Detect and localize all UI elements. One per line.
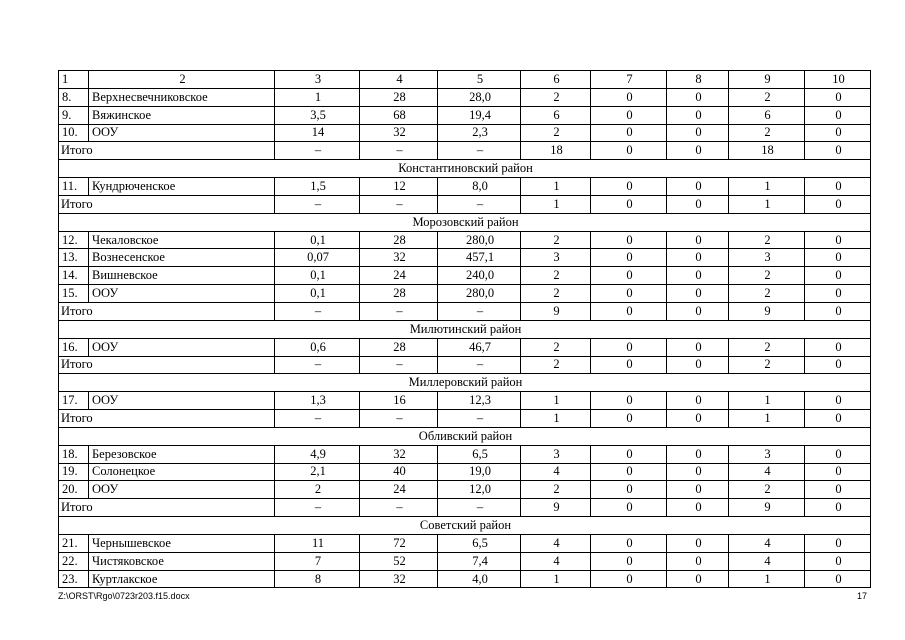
table-row bbox=[59, 231, 871, 249]
footer-file-path: Z:\ORST\Rgo\0723r203.f15.docx bbox=[58, 591, 190, 601]
row-value: 1 bbox=[521, 178, 591, 196]
region-heading: Морозовский район bbox=[59, 213, 871, 231]
row-number: 15. bbox=[59, 285, 89, 303]
row-value: 28 bbox=[360, 88, 438, 106]
row-value: 4 bbox=[729, 463, 805, 481]
row-value: 2 bbox=[521, 285, 591, 303]
row-name: Вишневское bbox=[89, 267, 275, 285]
total-value: 1 bbox=[521, 195, 591, 213]
row-value: 6,5 bbox=[438, 534, 521, 552]
total-value: – bbox=[360, 499, 438, 517]
row-value: 0 bbox=[667, 267, 729, 285]
row-value: 2 bbox=[521, 481, 591, 499]
row-value: 1 bbox=[521, 570, 591, 588]
total-value: 0 bbox=[805, 142, 871, 160]
region-heading: Милютинский район bbox=[59, 320, 871, 338]
total-value: 9 bbox=[521, 499, 591, 517]
row-number: 13. bbox=[59, 249, 89, 267]
table-body bbox=[59, 71, 871, 588]
row-value: 2 bbox=[729, 338, 805, 356]
header-cell: 3 bbox=[275, 71, 360, 89]
row-value: 0 bbox=[591, 178, 667, 196]
region-row bbox=[59, 160, 871, 178]
row-value: 2,1 bbox=[275, 463, 360, 481]
row-value: 3 bbox=[729, 249, 805, 267]
row-value: 2 bbox=[729, 231, 805, 249]
table-row bbox=[59, 88, 871, 106]
header-cell: 8 bbox=[667, 71, 729, 89]
row-number: 21. bbox=[59, 534, 89, 552]
total-value: 0 bbox=[591, 142, 667, 160]
total-row bbox=[59, 410, 871, 428]
total-value: 9 bbox=[521, 302, 591, 320]
row-value: 2 bbox=[729, 88, 805, 106]
row-value: 0 bbox=[667, 231, 729, 249]
total-label: Итого bbox=[59, 142, 275, 160]
total-value: 2 bbox=[521, 356, 591, 374]
total-value: 2 bbox=[729, 356, 805, 374]
row-value: 32 bbox=[360, 445, 438, 463]
row-value: 2 bbox=[521, 231, 591, 249]
row-value: 0 bbox=[667, 463, 729, 481]
total-value: 18 bbox=[729, 142, 805, 160]
table-row bbox=[59, 124, 871, 142]
row-value: 0 bbox=[805, 106, 871, 124]
row-value: 0 bbox=[591, 231, 667, 249]
table-row bbox=[59, 392, 871, 410]
row-value: 14 bbox=[275, 124, 360, 142]
row-value: 0 bbox=[591, 534, 667, 552]
row-value: 8,0 bbox=[438, 178, 521, 196]
row-name: ООУ bbox=[89, 124, 275, 142]
total-value: 0 bbox=[591, 356, 667, 374]
row-value: 0 bbox=[591, 481, 667, 499]
row-name: Чистяковское bbox=[89, 552, 275, 570]
row-value: 0 bbox=[591, 392, 667, 410]
table-row bbox=[59, 106, 871, 124]
total-value: 0 bbox=[805, 356, 871, 374]
row-value: 0 bbox=[667, 178, 729, 196]
total-value: – bbox=[275, 195, 360, 213]
row-number: 8. bbox=[59, 88, 89, 106]
row-value: 24 bbox=[360, 481, 438, 499]
row-value: 6 bbox=[521, 106, 591, 124]
row-number: 10. bbox=[59, 124, 89, 142]
row-value: 0 bbox=[591, 570, 667, 588]
row-name: Вознесенское bbox=[89, 249, 275, 267]
region-heading: Советский район bbox=[59, 517, 871, 535]
row-value: 28 bbox=[360, 231, 438, 249]
row-value: 12 bbox=[360, 178, 438, 196]
row-value: 0 bbox=[591, 88, 667, 106]
row-value: 0,6 bbox=[275, 338, 360, 356]
row-value: 2 bbox=[729, 267, 805, 285]
row-value: 28 bbox=[360, 338, 438, 356]
row-value: 0 bbox=[805, 285, 871, 303]
row-value: 0 bbox=[805, 267, 871, 285]
row-value: 0 bbox=[591, 106, 667, 124]
total-row bbox=[59, 356, 871, 374]
row-value: 0 bbox=[667, 570, 729, 588]
header-cell: 6 bbox=[521, 71, 591, 89]
region-row bbox=[59, 517, 871, 535]
table-row bbox=[59, 463, 871, 481]
row-value: 7 bbox=[275, 552, 360, 570]
header-cell: 1 bbox=[59, 71, 89, 89]
row-value: 0 bbox=[667, 106, 729, 124]
total-value: 0 bbox=[667, 302, 729, 320]
row-value: 2 bbox=[521, 267, 591, 285]
row-value: 19,0 bbox=[438, 463, 521, 481]
total-label: Итого bbox=[59, 195, 275, 213]
row-name: ООУ bbox=[89, 338, 275, 356]
row-value: 32 bbox=[360, 124, 438, 142]
row-number: 19. bbox=[59, 463, 89, 481]
row-value: 0 bbox=[667, 445, 729, 463]
row-value: 0 bbox=[591, 463, 667, 481]
total-row bbox=[59, 499, 871, 517]
row-name: Вяжинское bbox=[89, 106, 275, 124]
table-row bbox=[59, 534, 871, 552]
row-name: Куртлакское bbox=[89, 570, 275, 588]
row-value: 68 bbox=[360, 106, 438, 124]
row-value: 0 bbox=[805, 570, 871, 588]
header-cell: 5 bbox=[438, 71, 521, 89]
data-table bbox=[58, 70, 871, 588]
total-row bbox=[59, 195, 871, 213]
row-value: 12,3 bbox=[438, 392, 521, 410]
row-value: 72 bbox=[360, 534, 438, 552]
total-value: 1 bbox=[521, 410, 591, 428]
row-value: 0 bbox=[805, 392, 871, 410]
row-value: 40 bbox=[360, 463, 438, 481]
row-name: ООУ bbox=[89, 285, 275, 303]
total-value: – bbox=[438, 356, 521, 374]
row-value: 6 bbox=[729, 106, 805, 124]
row-value: 0 bbox=[805, 178, 871, 196]
row-name: ООУ bbox=[89, 481, 275, 499]
table-row bbox=[59, 267, 871, 285]
total-label: Итого bbox=[59, 302, 275, 320]
region-row bbox=[59, 213, 871, 231]
row-number: 22. bbox=[59, 552, 89, 570]
row-value: 12,0 bbox=[438, 481, 521, 499]
total-value: – bbox=[360, 356, 438, 374]
total-value: 0 bbox=[591, 302, 667, 320]
total-value: – bbox=[438, 195, 521, 213]
row-value: 0 bbox=[591, 445, 667, 463]
row-value: 1 bbox=[729, 570, 805, 588]
total-value: 0 bbox=[667, 356, 729, 374]
row-value: 28 bbox=[360, 285, 438, 303]
row-name: Чернышевское bbox=[89, 534, 275, 552]
row-value: 0 bbox=[667, 88, 729, 106]
row-value: 24 bbox=[360, 267, 438, 285]
row-value: 0 bbox=[591, 249, 667, 267]
region-row bbox=[59, 427, 871, 445]
row-number: 16. bbox=[59, 338, 89, 356]
row-value: 2 bbox=[729, 285, 805, 303]
total-value: 18 bbox=[521, 142, 591, 160]
row-value: 3 bbox=[521, 445, 591, 463]
row-value: 52 bbox=[360, 552, 438, 570]
total-value: – bbox=[275, 499, 360, 517]
row-value: 0 bbox=[667, 552, 729, 570]
row-value: 240,0 bbox=[438, 267, 521, 285]
total-value: 9 bbox=[729, 499, 805, 517]
total-value: – bbox=[438, 499, 521, 517]
table-row bbox=[59, 445, 871, 463]
header-row bbox=[59, 71, 871, 89]
row-value: 280,0 bbox=[438, 231, 521, 249]
row-value: 0 bbox=[667, 285, 729, 303]
row-name: Чекаловское bbox=[89, 231, 275, 249]
row-value: 4 bbox=[521, 463, 591, 481]
header-cell: 4 bbox=[360, 71, 438, 89]
row-value: 0 bbox=[667, 338, 729, 356]
row-value: 457,1 bbox=[438, 249, 521, 267]
row-value: 2 bbox=[275, 481, 360, 499]
row-value: 3 bbox=[521, 249, 591, 267]
row-value: 0,1 bbox=[275, 267, 360, 285]
header-cell: 7 bbox=[591, 71, 667, 89]
row-value: 1 bbox=[275, 88, 360, 106]
row-name: Солонецкое bbox=[89, 463, 275, 481]
total-value: 1 bbox=[729, 410, 805, 428]
total-value: 0 bbox=[805, 499, 871, 517]
row-value: 32 bbox=[360, 249, 438, 267]
row-value: 4 bbox=[729, 552, 805, 570]
row-name: Березовское bbox=[89, 445, 275, 463]
row-value: 28,0 bbox=[438, 88, 521, 106]
total-value: – bbox=[360, 410, 438, 428]
row-value: 0 bbox=[667, 392, 729, 410]
row-value: 0 bbox=[591, 267, 667, 285]
total-value: – bbox=[438, 302, 521, 320]
row-value: 0 bbox=[667, 124, 729, 142]
total-value: – bbox=[275, 356, 360, 374]
total-value: 0 bbox=[805, 410, 871, 428]
row-value: 4 bbox=[729, 534, 805, 552]
row-value: 0 bbox=[805, 124, 871, 142]
row-value: 0 bbox=[591, 285, 667, 303]
total-value: – bbox=[438, 410, 521, 428]
row-value: 3 bbox=[729, 445, 805, 463]
total-value: 0 bbox=[591, 410, 667, 428]
total-value: – bbox=[360, 302, 438, 320]
row-value: 2 bbox=[521, 338, 591, 356]
total-value: – bbox=[275, 302, 360, 320]
row-value: 3,5 bbox=[275, 106, 360, 124]
row-value: 0 bbox=[667, 481, 729, 499]
row-value: 0 bbox=[805, 249, 871, 267]
header-cell: 9 bbox=[729, 71, 805, 89]
total-row bbox=[59, 142, 871, 160]
table-row bbox=[59, 285, 871, 303]
row-value: 0 bbox=[805, 88, 871, 106]
total-value: 0 bbox=[667, 499, 729, 517]
table-row bbox=[59, 178, 871, 196]
row-number: 14. bbox=[59, 267, 89, 285]
row-number: 20. bbox=[59, 481, 89, 499]
row-number: 11. bbox=[59, 178, 89, 196]
total-value: 0 bbox=[667, 410, 729, 428]
row-value: 0,1 bbox=[275, 285, 360, 303]
total-label: Итого bbox=[59, 499, 275, 517]
row-value: 11 bbox=[275, 534, 360, 552]
row-number: 12. bbox=[59, 231, 89, 249]
row-value: 0,07 bbox=[275, 249, 360, 267]
total-value: 0 bbox=[591, 499, 667, 517]
total-value: 0 bbox=[591, 195, 667, 213]
table-row bbox=[59, 249, 871, 267]
table-row bbox=[59, 481, 871, 499]
row-value: 16 bbox=[360, 392, 438, 410]
table-row bbox=[59, 338, 871, 356]
row-number: 23. bbox=[59, 570, 89, 588]
row-value: 19,4 bbox=[438, 106, 521, 124]
row-value: 0 bbox=[667, 534, 729, 552]
total-value: – bbox=[275, 142, 360, 160]
row-value: 0,1 bbox=[275, 231, 360, 249]
header-cell: 10 bbox=[805, 71, 871, 89]
region-row bbox=[59, 320, 871, 338]
row-value: 0 bbox=[805, 481, 871, 499]
row-value: 2 bbox=[521, 88, 591, 106]
header-cell: 2 bbox=[89, 71, 275, 89]
region-heading: Обливский район bbox=[59, 427, 871, 445]
row-value: 6,5 bbox=[438, 445, 521, 463]
row-number: 18. bbox=[59, 445, 89, 463]
row-number: 17. bbox=[59, 392, 89, 410]
total-value: 9 bbox=[729, 302, 805, 320]
table-row bbox=[59, 570, 871, 588]
row-value: 4 bbox=[521, 534, 591, 552]
row-value: 0 bbox=[667, 249, 729, 267]
row-value: 0 bbox=[805, 552, 871, 570]
row-name: Кундрюченское bbox=[89, 178, 275, 196]
region-heading: Миллеровский район bbox=[59, 374, 871, 392]
row-value: 32 bbox=[360, 570, 438, 588]
row-value: 8 bbox=[275, 570, 360, 588]
row-value: 1 bbox=[521, 392, 591, 410]
row-name: Верхнесвечниковское bbox=[89, 88, 275, 106]
row-value: 2 bbox=[729, 481, 805, 499]
row-value: 0 bbox=[805, 445, 871, 463]
total-value: 0 bbox=[805, 302, 871, 320]
row-value: 2 bbox=[521, 124, 591, 142]
row-value: 0 bbox=[805, 231, 871, 249]
row-value: 0 bbox=[805, 463, 871, 481]
total-value: 1 bbox=[729, 195, 805, 213]
row-value: 0 bbox=[805, 338, 871, 356]
total-value: 0 bbox=[667, 142, 729, 160]
row-value: 4,9 bbox=[275, 445, 360, 463]
row-value: 1,3 bbox=[275, 392, 360, 410]
total-value: 0 bbox=[805, 195, 871, 213]
row-number: 9. bbox=[59, 106, 89, 124]
total-value: 0 bbox=[667, 195, 729, 213]
row-value: 46,7 bbox=[438, 338, 521, 356]
total-value: – bbox=[275, 410, 360, 428]
footer-page-number: 17 bbox=[857, 591, 868, 601]
total-label: Итого bbox=[59, 410, 275, 428]
total-value: – bbox=[438, 142, 521, 160]
region-row bbox=[59, 374, 871, 392]
row-value: 1 bbox=[729, 178, 805, 196]
row-value: 0 bbox=[591, 552, 667, 570]
region-heading: Константиновский район bbox=[59, 160, 871, 178]
row-value: 7,4 bbox=[438, 552, 521, 570]
row-value: 0 bbox=[591, 124, 667, 142]
row-value: 280,0 bbox=[438, 285, 521, 303]
row-name: ООУ bbox=[89, 392, 275, 410]
table-row bbox=[59, 552, 871, 570]
total-value: – bbox=[360, 142, 438, 160]
row-value: 2 bbox=[729, 124, 805, 142]
row-value: 2,3 bbox=[438, 124, 521, 142]
row-value: 4 bbox=[521, 552, 591, 570]
total-row bbox=[59, 302, 871, 320]
row-value: 4,0 bbox=[438, 570, 521, 588]
total-value: – bbox=[360, 195, 438, 213]
row-value: 0 bbox=[591, 338, 667, 356]
row-value: 0 bbox=[805, 534, 871, 552]
row-value: 1 bbox=[729, 392, 805, 410]
row-value: 1,5 bbox=[275, 178, 360, 196]
total-label: Итого bbox=[59, 356, 275, 374]
